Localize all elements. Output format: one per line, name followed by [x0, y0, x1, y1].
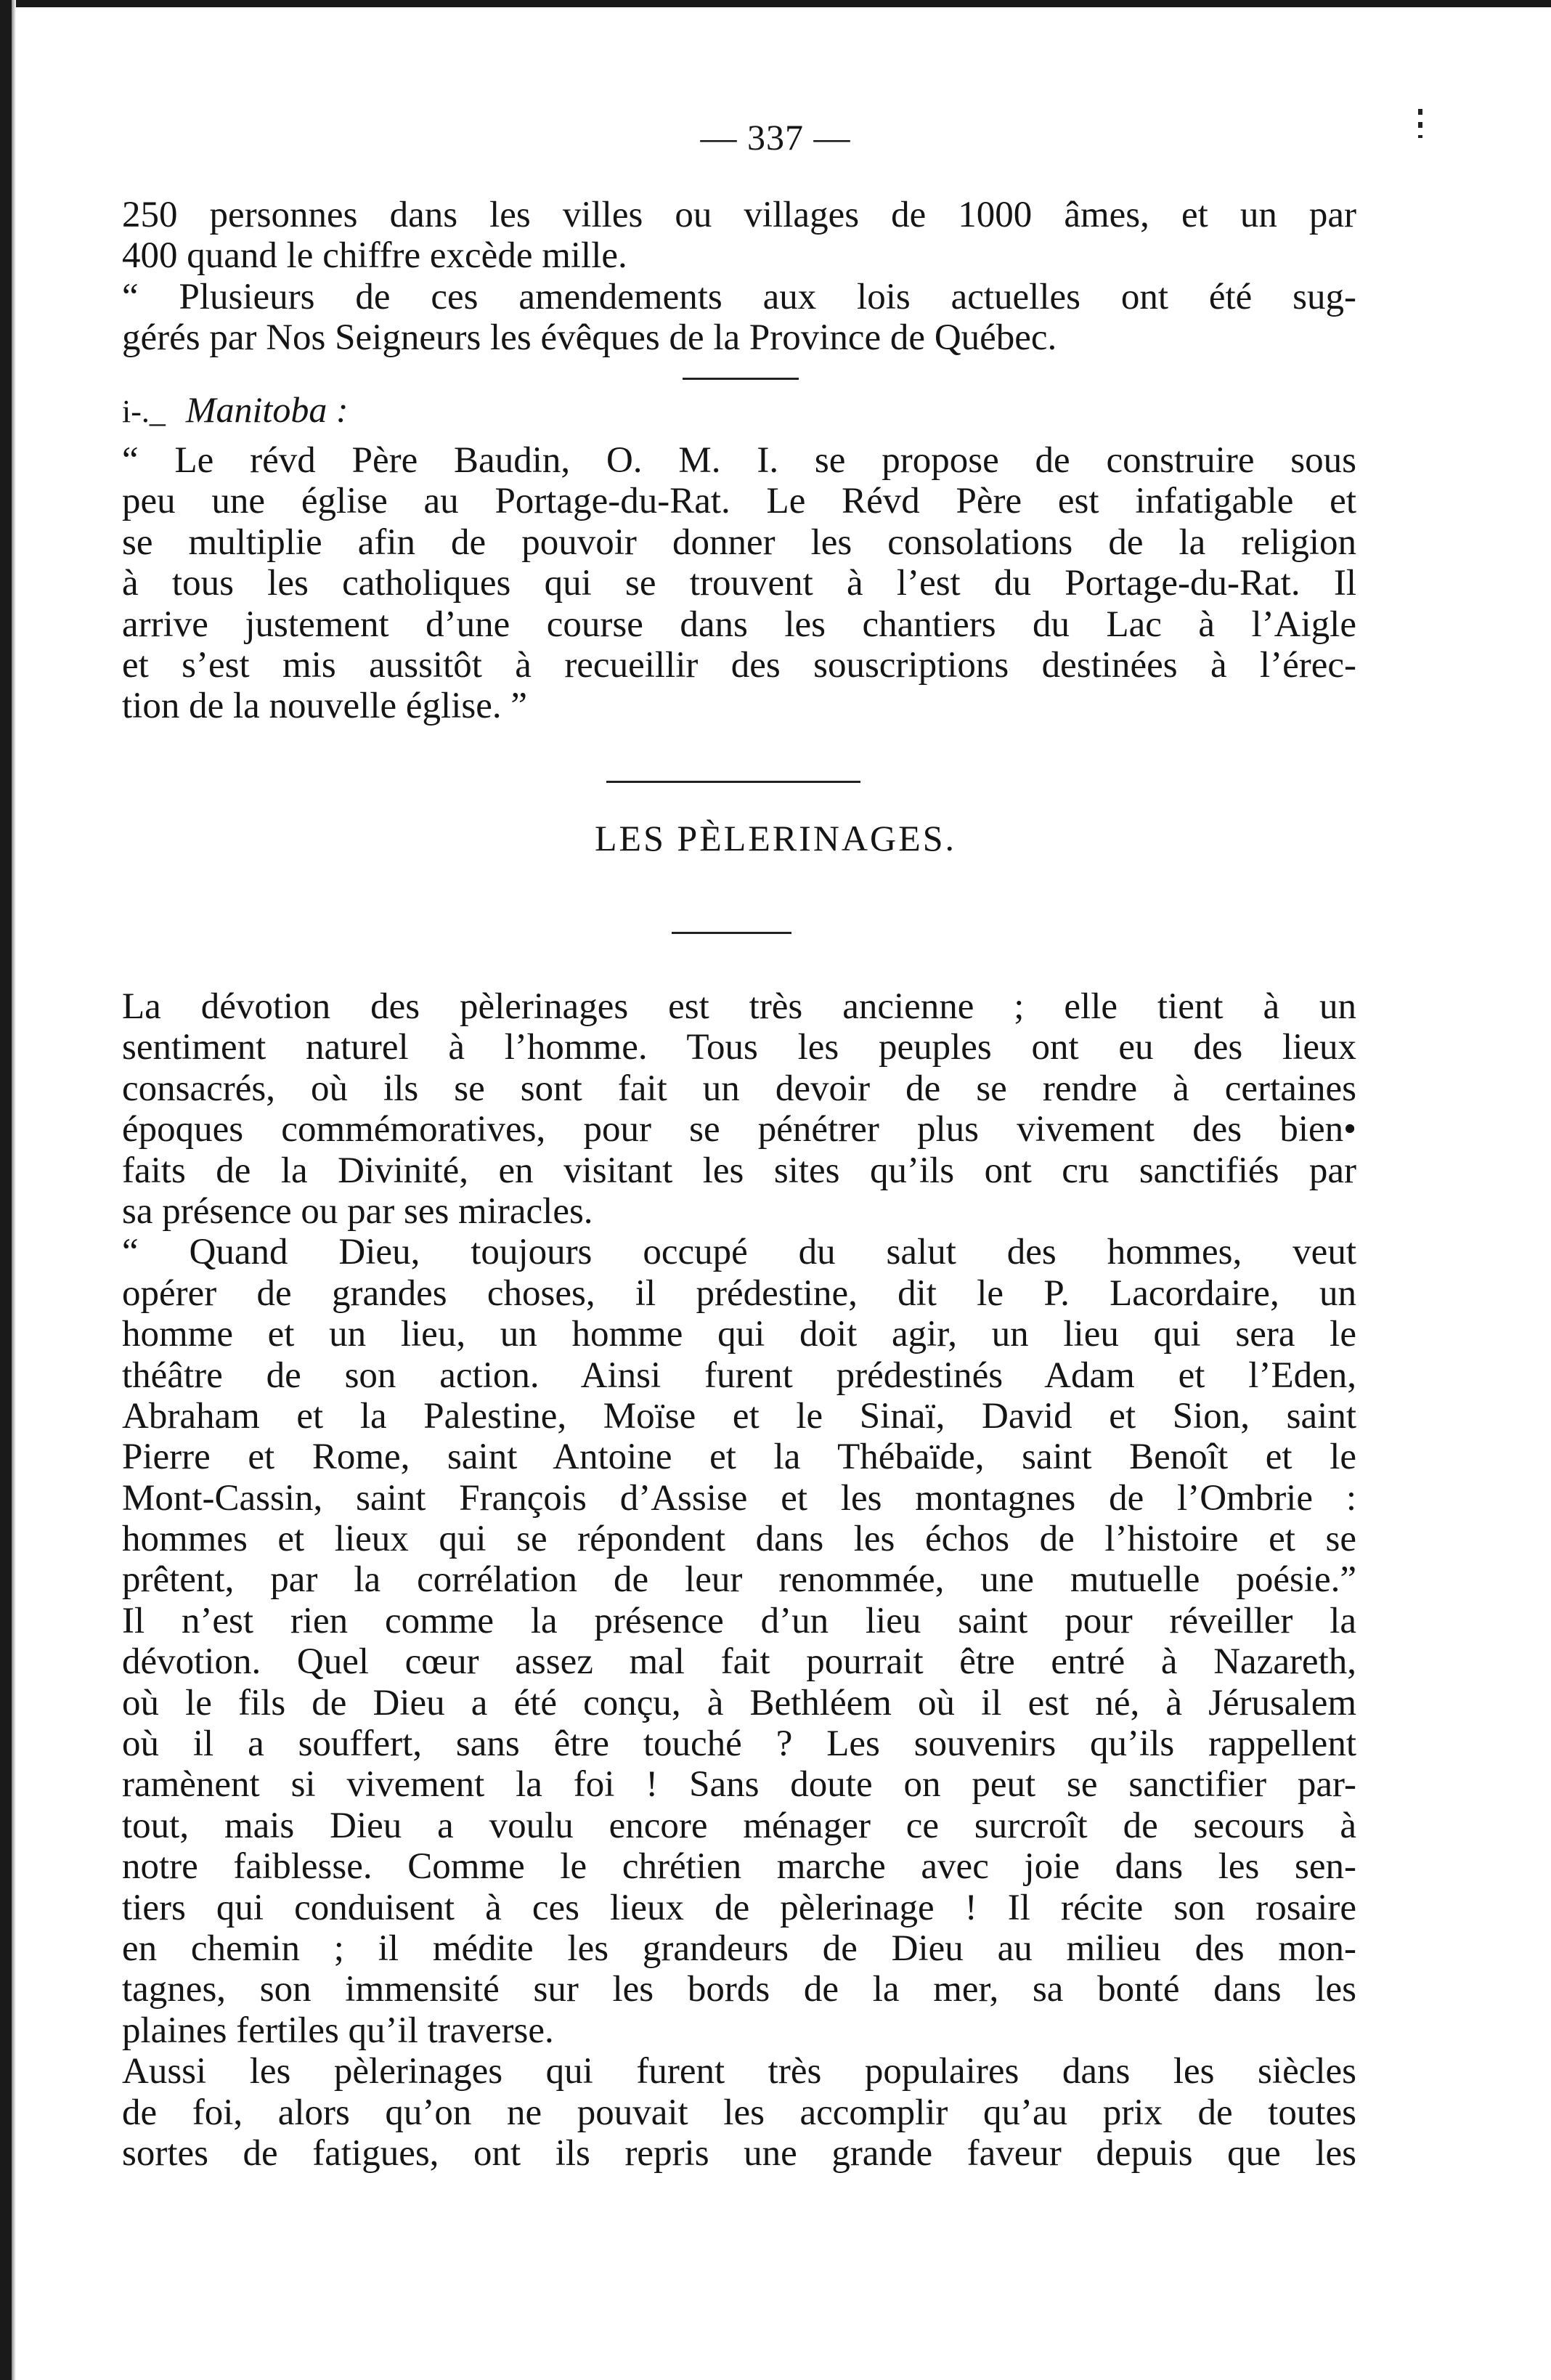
text-line: Pierre et Rome, saint Antoine et la Thébaïde, saint Benoît et le	[122, 1437, 1356, 1478]
text-line: dévotion. Quel cœur assez mal fait pourrait être entré à Nazareth,	[122, 1641, 1356, 1683]
dateline	[122, 389, 348, 431]
text-line: sortes de fatigues, ont ils repris une grande faveur depuis que les	[122, 2132, 1356, 2174]
text-line: sentiment naturel à l’homme. Tous les peuples ont eu des lieux	[122, 1027, 1356, 1068]
text-line: se multiplie afin de pouvoir donner les consolations de la religion	[122, 521, 1356, 563]
text-line: où il a souffert, sans être touché ? Les souvenirs qu’ils rappellent	[122, 1723, 1356, 1765]
text-line: 250 personnes dans les villes ou villages de 1000 âmes, et un par	[122, 195, 1356, 235]
text-line: tiers qui conduisent à ces lieux de pèlerinage ! Il récite son rosaire	[122, 1887, 1356, 1928]
section-rule	[683, 378, 799, 380]
text-line: plaines fertiles qu’il traverse.	[122, 2010, 554, 2051]
text-line: hommes et lieux qui se répondent dans les échos de l’histoire et se	[122, 1519, 1356, 1560]
text-line: prêtent, par la corrélation de leur renommée, une mutuelle poésie.”	[122, 1559, 1356, 1601]
text-line: et s’est mis aussitôt à recueillir des souscriptions destinées à l’érec-	[122, 644, 1356, 686]
text-line: tagnes, son immensité sur les bords de la mer, sa bonté dans les	[122, 1969, 1356, 2010]
section-rule	[606, 781, 860, 783]
paragraph-block-3	[122, 986, 1356, 2174]
text-line: époques commémoratives, pour se pénétrer plus vivement des bien•	[122, 1109, 1356, 1150]
text-line: Il n’est rien comme la présence d’un lieu saint pour réveiller la	[122, 1600, 1356, 1641]
section-rule	[672, 932, 791, 934]
scan-top-border	[0, 0, 1551, 7]
text-line: Mont-Cassin, saint François d’Assise et les montagnes de l’Ombrie :	[122, 1477, 1356, 1519]
text-line: tout, mais Dieu a voulu encore ménager ce surcroît de secours à	[122, 1805, 1356, 1846]
paragraph-block-2	[122, 440, 1356, 727]
text-line: consacrés, où ils se sont fait un devoir de se rendre à certaines	[122, 1068, 1356, 1109]
text-line: gérés par Nos Seigneurs les évêques de la Province de Québec.	[122, 317, 1057, 359]
scan-left-border	[0, 0, 12, 2380]
text-line: 400 quand le chiffre excède mille.	[122, 235, 627, 277]
text-line: théâtre de son action. Ainsi furent prédestinés Adam et l’Eden,	[122, 1355, 1356, 1396]
text-line: en chemin ; il médite les grandeurs de Dieu au milieu des mon-	[122, 1928, 1356, 1969]
text-line: faits de la Divinité, en visitant les sites qu’ils ont cru sanctifiés par	[122, 1150, 1356, 1191]
paragraph-block-1	[122, 195, 1356, 359]
text-line: opérer de grandes choses, il prédestine, dit le P. Lacordaire, un	[122, 1272, 1356, 1314]
scan-edge-shadow	[12, 0, 16, 2380]
text-line: Aussi les pèlerinages qui furent très populaires dans les siècles	[122, 2051, 1356, 2092]
text-line: ramènent si vivement la foi ! Sans doute on peut se sanctifier par-	[122, 1764, 1356, 1806]
dateline-place: Manitoba :	[185, 389, 349, 430]
text-line: sa présence ou par ses miracles.	[122, 1190, 593, 1232]
text-line: à tous les catholiques qui se trouvent à l’est du Portage-du-Rat. Il	[122, 563, 1356, 604]
text-line: “ Le révd Père Baudin, O. M. I. se propose de construire sous	[122, 440, 1356, 481]
text-line: “ Plusieurs de ces amendements aux lois actuelles ont été sug-	[122, 276, 1356, 317]
text-line: homme et un lieu, un homme qui doit agir, un lieu qui sera le	[122, 1314, 1356, 1355]
text-line: notre faiblesse. Comme le chrétien marche avec joie dans les sen-	[122, 1846, 1356, 1888]
text-line: où le fils de Dieu a été conçu, à Bethléem où il est né, à Jérusalem	[122, 1682, 1356, 1723]
page-number: — 337 —	[700, 117, 851, 158]
text-line: La dévotion des pèlerinages est très ancienne ; elle tient à un	[122, 986, 1356, 1027]
text-line: arrive justement d’une course dans les chantiers du Lac à l’Aigle	[122, 604, 1356, 645]
text-line: peu une église au Portage-du-Rat. Le Révd Père est infatigable et	[122, 481, 1356, 522]
text-line: “ Quand Dieu, toujours occupé du salut des hommes, veut	[122, 1232, 1356, 1273]
text-line: Abraham et la Palestine, Moïse et le Sinaï, David et Sion, saint	[122, 1395, 1356, 1437]
text-line: de foi, alors qu’on ne pouvait les accomplir qu’au prix de toutes	[122, 2092, 1356, 2133]
section-heading: LES PÈLERINAGES.	[595, 818, 956, 858]
text-line: tion de la nouvelle église. ”	[122, 686, 527, 727]
dateline-prefix: i-._	[122, 394, 166, 429]
